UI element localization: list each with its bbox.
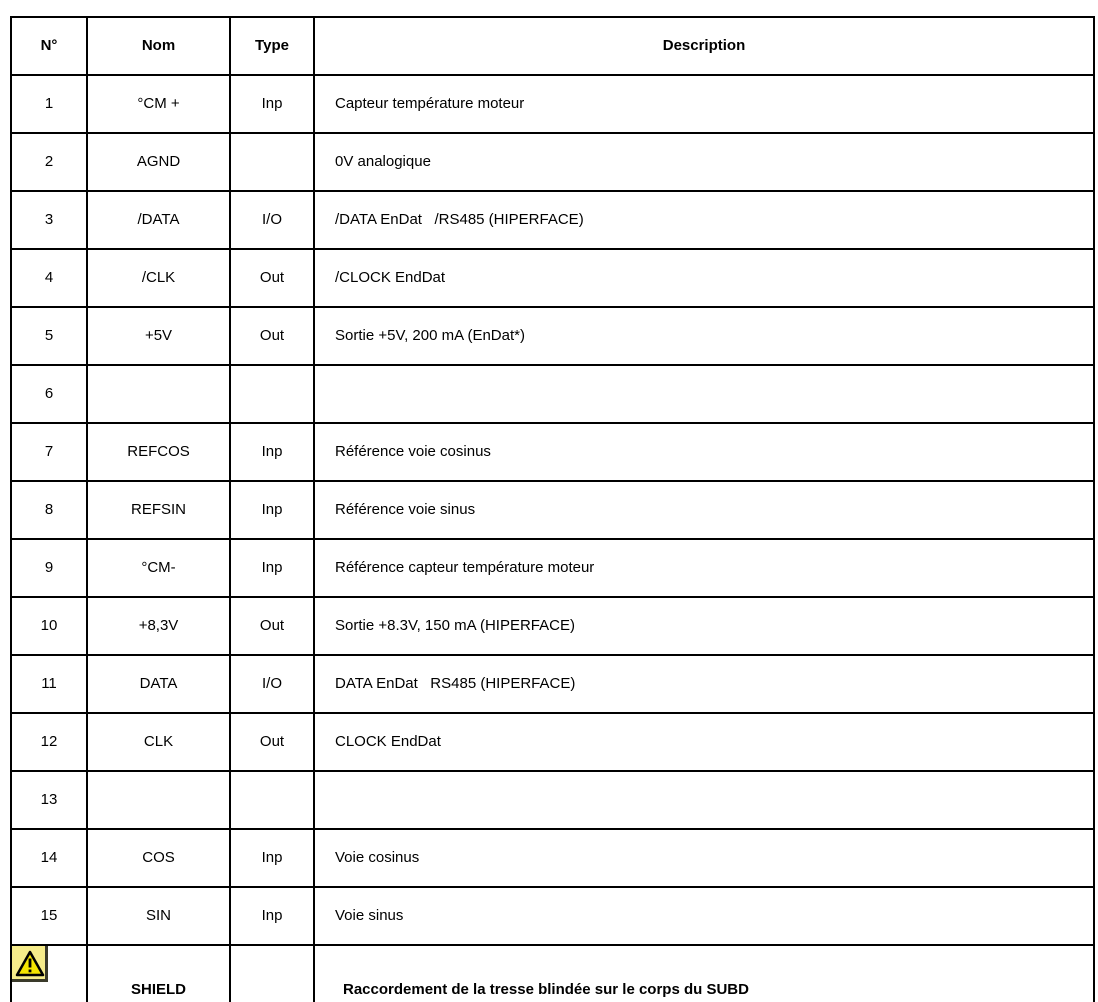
warning-icon — [12, 946, 49, 986]
header-description: Description — [314, 17, 1094, 75]
table-row — [11, 423, 1094, 481]
pin-description — [314, 771, 1094, 829]
pin-number: 14 — [11, 829, 87, 887]
pin-description: Référence voie sinus — [314, 481, 1094, 539]
pin-number: 15 — [11, 887, 87, 945]
table-row — [11, 829, 1094, 887]
pin-type: Out — [230, 307, 314, 365]
pin-number: 3 — [11, 191, 87, 249]
pin-description: /CLOCK EndDat — [314, 249, 1094, 307]
header-name: Nom — [87, 17, 230, 75]
table-header-row — [11, 17, 1094, 75]
pin-description: Voie cosinus — [314, 829, 1094, 887]
pin-number: 12 — [11, 713, 87, 771]
pin-description: Raccordement de la tresse blindée sur le corps du SUBD — [314, 945, 1094, 1002]
table-row — [11, 887, 1094, 945]
pin-name: AGND — [87, 133, 230, 191]
pin-name: +5V — [87, 307, 230, 365]
pin-number: 13 — [11, 771, 87, 829]
pin-description: Référence voie cosinus — [314, 423, 1094, 481]
pin-description: /DATA EnDat /RS485 (HIPERFACE) — [314, 191, 1094, 249]
pin-name: °CM- — [87, 539, 230, 597]
table-row — [11, 481, 1094, 539]
pin-number: 9 — [11, 539, 87, 597]
pin-type: Inp — [230, 75, 314, 133]
pin-name: SIN — [87, 887, 230, 945]
pin-name — [87, 771, 230, 829]
header-type: Type — [230, 17, 314, 75]
header-num: N° — [11, 17, 87, 75]
pin-description: Capteur température moteur — [314, 75, 1094, 133]
pin-number: 11 — [11, 655, 87, 713]
pin-name: +8,3V — [87, 597, 230, 655]
table-row — [11, 771, 1094, 829]
table-row — [11, 365, 1094, 423]
pinout-table — [10, 16, 1095, 1002]
pin-type: I/O — [230, 655, 314, 713]
pin-type: Out — [230, 713, 314, 771]
pin-type: Inp — [230, 887, 314, 945]
pin-type: Inp — [230, 481, 314, 539]
pin-description: Référence capteur température moteur — [314, 539, 1094, 597]
pin-type — [230, 945, 314, 1002]
table-row — [11, 75, 1094, 133]
pin-number: 5 — [11, 307, 87, 365]
table-row-shield — [11, 945, 1094, 1002]
pin-description: Voie sinus — [314, 887, 1094, 945]
pin-type: Out — [230, 249, 314, 307]
pin-description: Sortie +8.3V, 150 mA (HIPERFACE) — [314, 597, 1094, 655]
pin-type: Inp — [230, 829, 314, 887]
pin-number: 6 — [11, 365, 87, 423]
pin-number: 10 — [11, 597, 87, 655]
warning-cell — [11, 945, 87, 1002]
table-row — [11, 307, 1094, 365]
table-row — [11, 249, 1094, 307]
pin-description — [314, 365, 1094, 423]
pin-name: SHIELD — [87, 945, 230, 1002]
pin-number: 2 — [11, 133, 87, 191]
pin-number: 8 — [11, 481, 87, 539]
pin-name: REFSIN — [87, 481, 230, 539]
pin-type: Out — [230, 597, 314, 655]
pin-description: 0V analogique — [314, 133, 1094, 191]
pin-name: REFCOS — [87, 423, 230, 481]
table-row — [11, 597, 1094, 655]
pin-type: I/O — [230, 191, 314, 249]
pin-type: Inp — [230, 423, 314, 481]
table-row — [11, 133, 1094, 191]
table-row — [11, 655, 1094, 713]
pin-type — [230, 133, 314, 191]
pin-type — [230, 771, 314, 829]
table-body — [11, 75, 1094, 1002]
table-row — [11, 191, 1094, 249]
pin-description: Sortie +5V, 200 mA (EnDat*) — [314, 307, 1094, 365]
table-row — [11, 713, 1094, 771]
pin-type — [230, 365, 314, 423]
pin-name: /CLK — [87, 249, 230, 307]
table-row — [11, 539, 1094, 597]
pin-description: CLOCK EndDat — [314, 713, 1094, 771]
pin-name: DATA — [87, 655, 230, 713]
pin-number: 4 — [11, 249, 87, 307]
pin-number: 1 — [11, 75, 87, 133]
pin-name — [87, 365, 230, 423]
pin-name: COS — [87, 829, 230, 887]
pin-name: /DATA — [87, 191, 230, 249]
pin-name: °CM + — [87, 75, 230, 133]
pin-name: CLK — [87, 713, 230, 771]
pin-type: Inp — [230, 539, 314, 597]
pin-description: DATA EnDat RS485 (HIPERFACE) — [314, 655, 1094, 713]
pin-number: 7 — [11, 423, 87, 481]
